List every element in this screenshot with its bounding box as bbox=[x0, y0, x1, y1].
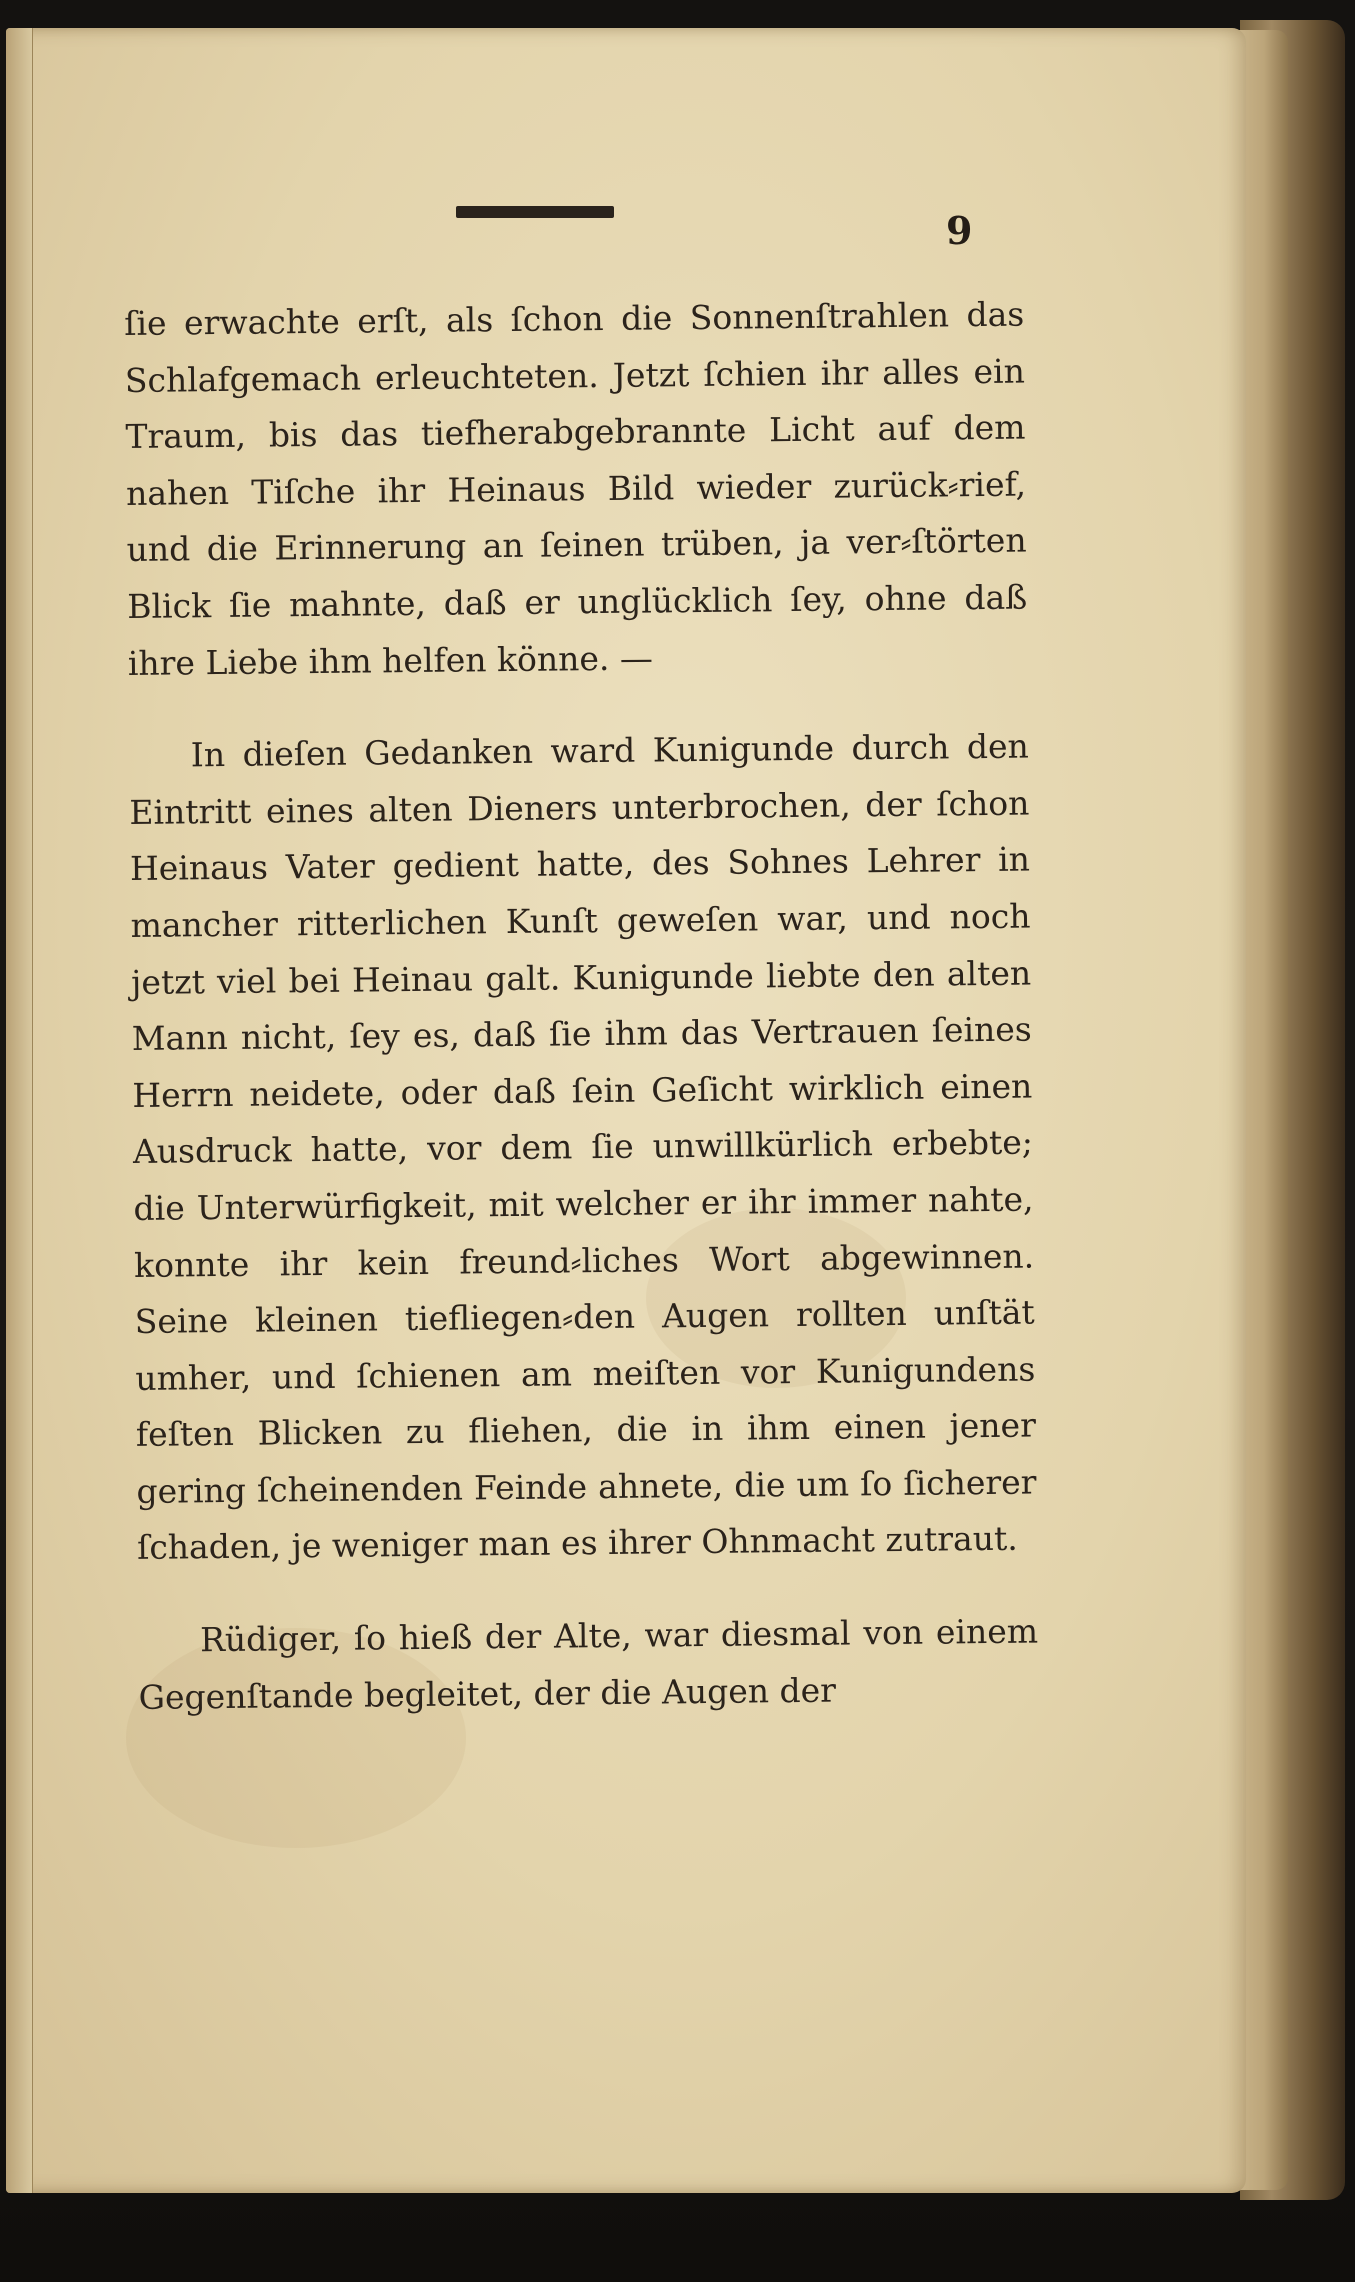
paragraph-3: Rüdiger, ſo hieß der Alte, war diesmal von einem Gegenſtande begleitet, der die Augen der bbox=[138, 1611, 1039, 1717]
page-number: 9 bbox=[946, 208, 973, 253]
book-page bbox=[6, 28, 1246, 2193]
body-text bbox=[124, 287, 1039, 1727]
paragraph-1: ſie erwachte erſt, als ſchon die Sonnenſtrahlen das Schlafgemach erleuchteten. Jetzt ſchien ihr alles ein Traum, bis das tiefherabgebrannte Licht auf dem nahen Tiſche ihr Heinaus Bild wieder zurück⸗rief, und die Erinnerung an ſeinen trüben, ja ver⸗ſtörten Blick ſie mahnte, daß er unglücklich ſey, ohne daß ihre Liebe ihm helfen könne. — bbox=[124, 294, 1028, 683]
page-binding bbox=[6, 28, 33, 2193]
paragraph-2: In dieſen Gedanken ward Kunigunde durch den Eintritt eines alten Dieners unterbrochen, der ſchon Heinaus Vater gedient hatte, des Sohnes Lehrer in mancher ritterlichen Kunſt geweſen war, und noch jetzt viel bei Heinau galt. Kunigunde liebte den alten Mann nicht, ſey es, daß ſie ihm das Vertrauen ſeines Herrn neidete, oder daß ſein Geſicht wirklich einen Ausdruck hatte, vor dem ſie unwillkürlich erbebte; die Unterwürfigkeit, mit welcher er ihr immer nahte, konnte ihr kein freund⸗liches Wort abgewinnen. Seine kleinen tiefliegen⸗den Augen rollten unſtät umher, und ſchienen am meiſten vor Kunigundens feſten Blicken zu fliehen, die in ihm einen jener gering ſcheinenden Feinde ahnete, die um ſo ſicherer ſchaden, je weniger man es ihrer Ohnmacht zutraut. bbox=[129, 726, 1037, 1568]
header-rule bbox=[456, 206, 614, 218]
